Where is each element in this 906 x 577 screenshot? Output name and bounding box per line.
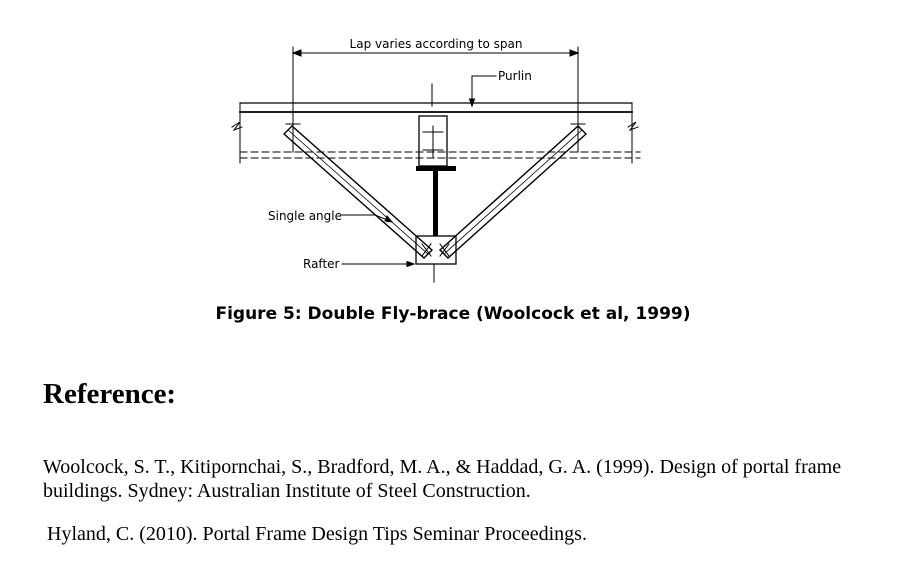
purlin-label: Purlin	[498, 69, 532, 83]
rafter-label: Rafter	[303, 257, 340, 271]
rafter-section	[416, 166, 456, 282]
bolt-marks	[286, 84, 585, 152]
reference-heading: Reference:	[43, 378, 177, 410]
lap-label: Lap varies according to span	[349, 37, 523, 51]
single-angle-label: Single angle	[268, 209, 342, 223]
purlin-leader	[470, 76, 497, 106]
label-leaders	[342, 215, 414, 267]
figure-caption: Figure 5: Double Fly-brace (Woolcock et al, 1999)	[215, 304, 691, 324]
reference-entry-woolcock: Woolcock, S. T., Kitipornchai, S., Bradford, M. A., & Haddad, G. A. (1999). Design of portal frame buildings. Sydney: Australian Institute of Steel Construction.	[43, 456, 842, 502]
reference-entry-hyland: Hyland, C. (2010). Portal Frame Design Tips Seminar Proceedings.	[47, 523, 587, 545]
